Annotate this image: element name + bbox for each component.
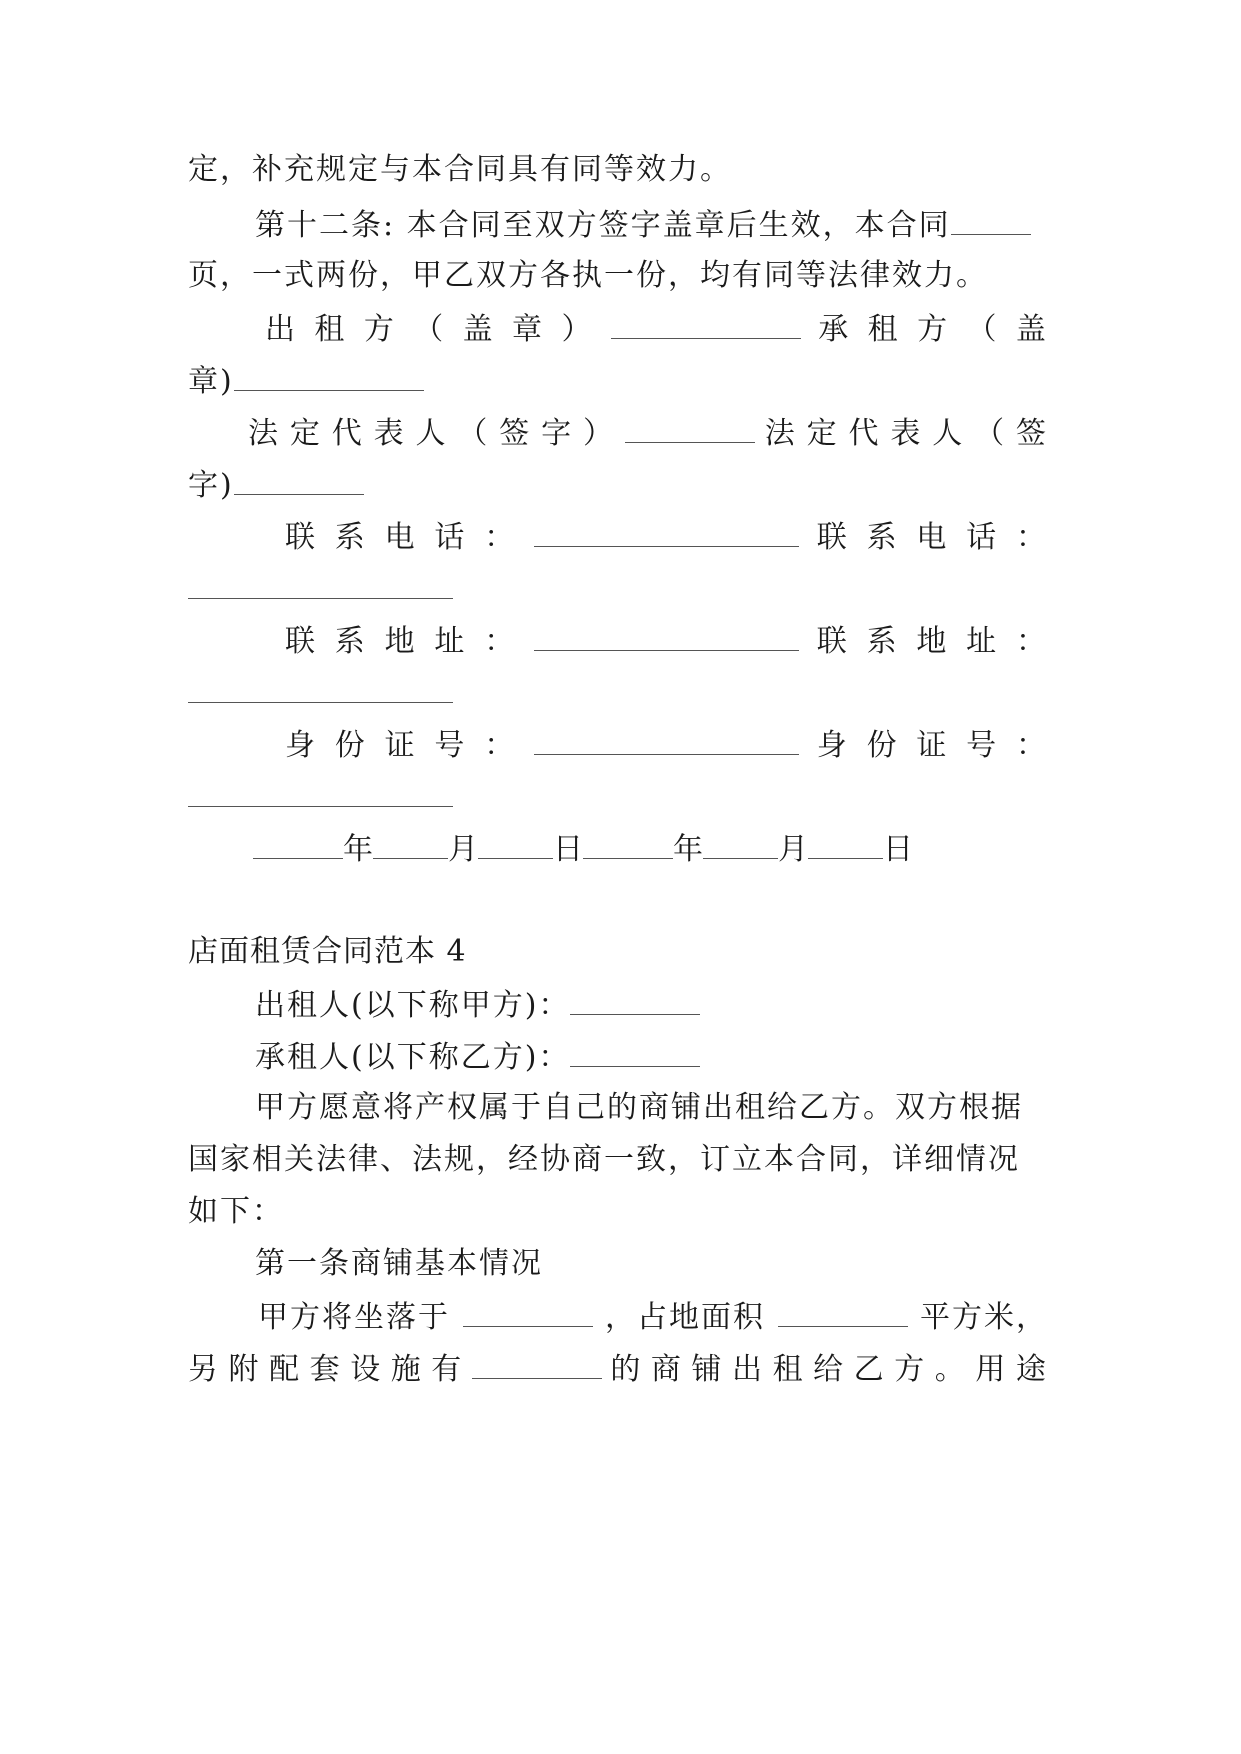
phone-label-char: 联: [816, 520, 849, 555]
date-month-blank[interactable]: [373, 828, 448, 859]
article-12-line-1: [255, 204, 1048, 246]
lessor-seal-char: 盖: [462, 312, 495, 347]
rep-right-char: 法: [764, 416, 797, 451]
article-1-line-2: [188, 1348, 1048, 1390]
section-title: 店面租赁合同范本 4: [188, 934, 467, 969]
id-label-char: 证: [384, 728, 417, 763]
lessee-seal-char: 承: [818, 312, 851, 347]
paragraph-supplement-effect: 定，补充规定与本合同具有同等效力。: [188, 152, 732, 187]
lessor-label: 出租人(以下称甲方)：: [255, 988, 571, 1023]
rep-left-char: 签: [499, 416, 532, 451]
article-1-char: 设: [350, 1352, 383, 1387]
article-1-char: 出: [732, 1352, 765, 1387]
lessor-seal-char: （: [413, 312, 446, 347]
article-1-char: 套: [309, 1352, 342, 1387]
date-day-blank[interactable]: [478, 828, 553, 859]
lessor-rep-blank[interactable]: [625, 412, 755, 443]
article-1-line-1: [258, 1296, 1048, 1338]
date-day-blank[interactable]: [808, 828, 883, 859]
lessee-name-blank[interactable]: [570, 1036, 700, 1067]
id-label-char: 号: [434, 728, 467, 763]
article-12-text: 第十二条: 本合同至双方签字盖章后生效，本合同: [255, 208, 951, 243]
article-1-char: 附: [228, 1352, 261, 1387]
article-1-title: 第一条商铺基本情况: [255, 1246, 543, 1281]
date-row: [253, 828, 1113, 870]
phone-label-char: 联: [285, 520, 317, 555]
rep-left-char: 人: [415, 416, 448, 451]
article-1-char: 用: [975, 1352, 1008, 1387]
lessor-phone-blank[interactable]: [534, 516, 799, 547]
intro-line-3: 如下：: [188, 1194, 284, 1229]
address-label-char: 址: [434, 624, 467, 659]
lessee-rep-end: 字): [188, 468, 234, 503]
lessee-seal-char: 方: [917, 312, 950, 347]
lessee-phone-blank[interactable]: [188, 568, 453, 599]
date-day-label: 日: [553, 832, 583, 867]
lessor-seal-char: ）: [561, 312, 594, 347]
article-12-line-2: 页，一式两份，甲乙双方各执一份，均有同等法律效力。: [188, 258, 988, 293]
phone-label-char: 系: [866, 520, 899, 555]
lessee-seal-char: （: [966, 312, 999, 347]
lessee-seal-end: 章): [188, 364, 234, 399]
address-label-char: 地: [384, 624, 417, 659]
lessee-seal-char: 盖: [1015, 312, 1048, 347]
phone-label-char: ：: [484, 520, 517, 555]
rep-left-char: 代: [331, 416, 364, 451]
phone-label-char: 电: [384, 520, 417, 555]
rep-right-char: 签: [1016, 416, 1048, 451]
lessee-label: 承租人(以下称乙方)：: [255, 1040, 571, 1075]
lessor-address-blank[interactable]: [534, 620, 799, 651]
address-row-end: [188, 672, 1048, 714]
lessee-id-blank[interactable]: [188, 776, 453, 807]
id-label-char: 号: [966, 728, 999, 763]
id-row-end: [188, 776, 1048, 818]
lessor-row: [255, 984, 1048, 1026]
rep-right-char: （: [974, 416, 1007, 451]
article-1-char: 给: [813, 1352, 846, 1387]
article-1-char: 租: [772, 1352, 805, 1387]
address-row: [285, 620, 1048, 662]
id-label-char: 身: [285, 728, 317, 763]
article-1-char: 铺: [691, 1352, 724, 1387]
article-1-char: 的: [610, 1352, 643, 1387]
address-label-char: 联: [285, 624, 317, 659]
id-label-char: ：: [484, 728, 517, 763]
date-day-label: 日: [883, 832, 913, 867]
lessor-seal-char: 方: [363, 312, 396, 347]
lessor-seal-char: 章: [512, 312, 545, 347]
article-1-char: 乙: [853, 1352, 886, 1387]
phone-label-char: 话: [434, 520, 467, 555]
rep-left-char: 表: [373, 416, 406, 451]
date-month-label: 月: [448, 832, 478, 867]
date-year-label: 年: [673, 832, 703, 867]
address-label-char: ：: [1015, 624, 1048, 659]
phone-label-char: ：: [1015, 520, 1048, 555]
legal-rep-row: [248, 412, 1048, 454]
rep-right-char: 代: [848, 416, 881, 451]
rep-right-char: 人: [932, 416, 965, 451]
date-year-blank[interactable]: [253, 828, 343, 859]
date-month-blank[interactable]: [703, 828, 778, 859]
address-label-char: 地: [916, 624, 949, 659]
rep-left-char: 法: [248, 416, 280, 451]
article-1-char: 另: [188, 1352, 220, 1387]
location-blank[interactable]: [463, 1296, 593, 1327]
article-1-char: 方: [894, 1352, 927, 1387]
intro-line-2: 国家相关法律、法规，经协商一致，订立本合同，详细情况: [188, 1142, 1020, 1177]
address-label-char: 址: [966, 624, 999, 659]
address-label-char: 系: [334, 624, 367, 659]
article-1-char: 商: [650, 1352, 683, 1387]
article-1-char: 。: [934, 1352, 967, 1387]
phone-label-char: 系: [334, 520, 367, 555]
article-1-char: 有: [431, 1352, 464, 1387]
article-1-text: ，占地面积: [605, 1300, 765, 1335]
address-label-char: 系: [866, 624, 899, 659]
id-label-char: ：: [1015, 728, 1048, 763]
signature-seal-row: [265, 308, 1048, 350]
article-1-char: 途: [1015, 1352, 1048, 1387]
page-count-blank[interactable]: [951, 204, 1031, 235]
rep-right-char: 表: [890, 416, 923, 451]
facilities-blank[interactable]: [472, 1348, 602, 1379]
rep-left-char: ）: [583, 416, 615, 451]
rep-left-char: 定: [289, 416, 322, 451]
id-label-char: 份: [866, 728, 899, 763]
date-year-label: 年: [343, 832, 373, 867]
rep-left-char: （: [457, 416, 490, 451]
phone-label-char: 电: [916, 520, 949, 555]
id-label-char: 证: [916, 728, 949, 763]
article-1-text: 平方米，: [920, 1300, 1048, 1335]
lessee-seal-blank[interactable]: [234, 360, 424, 391]
legal-rep-row-end: [188, 464, 1048, 506]
lessor-seal-char: 出: [265, 312, 297, 347]
id-label-char: 份: [334, 728, 367, 763]
address-label-char: 联: [816, 624, 849, 659]
article-1-text: 甲方将坐落于: [258, 1300, 450, 1335]
date-year-blank[interactable]: [583, 828, 673, 859]
lessee-seal-row-end: [188, 360, 1048, 402]
phone-label-char: 话: [966, 520, 999, 555]
intro-line-1: 甲方愿意将产权属于自己的商铺出租给乙方。双方根据: [255, 1090, 1023, 1125]
rep-left-char: 字: [541, 416, 574, 451]
lessee-seal-char: 租: [867, 312, 900, 347]
address-label-char: ：: [484, 624, 517, 659]
phone-row: [285, 516, 1048, 558]
area-blank[interactable]: [778, 1296, 908, 1327]
lessor-name-blank[interactable]: [570, 984, 700, 1015]
lessee-row: [255, 1036, 1048, 1078]
lessee-rep-blank[interactable]: [234, 464, 364, 495]
lessee-address-blank[interactable]: [188, 672, 453, 703]
phone-row-end: [188, 568, 1048, 610]
article-1-char: 配: [269, 1352, 302, 1387]
id-row: [285, 724, 1048, 766]
id-label-char: 身: [816, 728, 849, 763]
lessor-seal-char: 租: [314, 312, 347, 347]
rep-right-char: 定: [806, 416, 839, 451]
lessor-id-blank[interactable]: [534, 724, 799, 755]
date-month-label: 月: [778, 832, 808, 867]
article-1-char: 施: [390, 1352, 423, 1387]
lessor-seal-blank[interactable]: [611, 308, 801, 339]
